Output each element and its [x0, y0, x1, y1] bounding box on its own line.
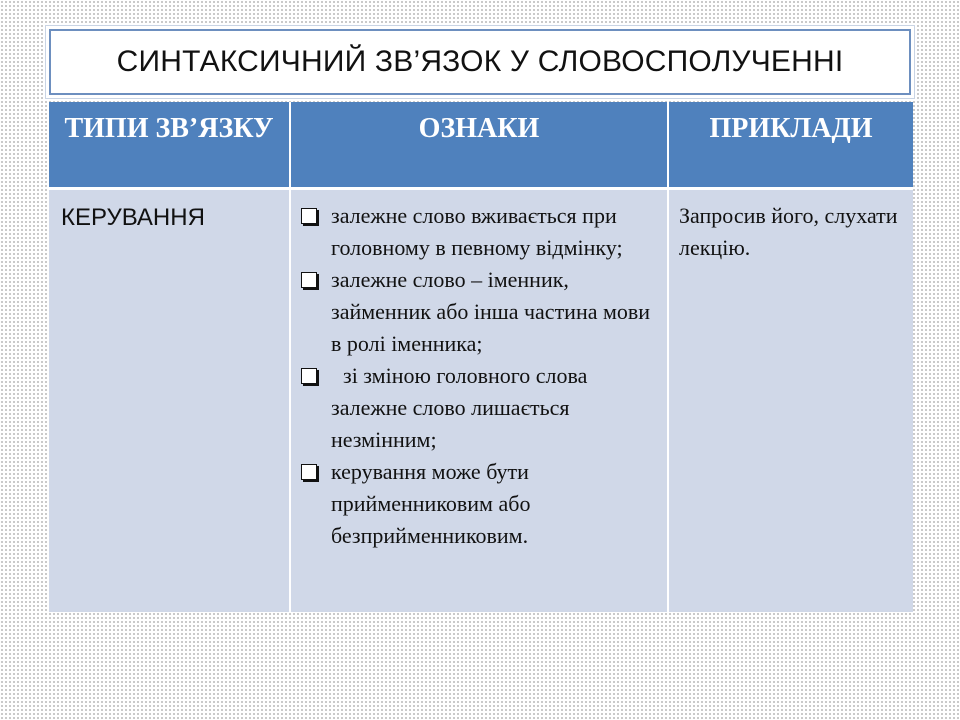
- feature-text: зі зміною головного слова залежне слово лишається незмінним;: [331, 362, 588, 452]
- feature-text: залежне слово – іменник, займенник або інша частина мови в ролі іменника;: [331, 266, 651, 356]
- syntax-table: [49, 102, 913, 612]
- checkbox-bullet-icon: [301, 368, 317, 384]
- list-item: [299, 200, 657, 264]
- feature-text: залежне слово вживається при головному в певному відмінку;: [331, 202, 623, 260]
- header-types: ТИПИ ЗВ’ЯЗКУ: [49, 102, 290, 188]
- header-examples: ПРИКЛАДИ: [668, 102, 913, 188]
- checkbox-bullet-icon: [301, 208, 317, 224]
- list-item: [299, 264, 657, 360]
- header-features: ОЗНАКИ: [290, 102, 668, 188]
- features-cell: [290, 188, 668, 612]
- header-row: [49, 102, 913, 188]
- feature-text: керування може бути прийменниковим або безприйменниковим.: [331, 458, 531, 548]
- checkbox-bullet-icon: [301, 464, 317, 480]
- table-row: [49, 188, 913, 612]
- checkbox-bullet-icon: [301, 272, 317, 288]
- example-cell: Запросив його, слухати лекцію.: [668, 188, 913, 612]
- features-list: [299, 200, 657, 552]
- type-cell: КЕРУВАННЯ: [49, 188, 290, 612]
- list-item: [299, 360, 657, 456]
- slide-title: СИНТАКСИЧНИЙ ЗВ’ЯЗОК У СЛОВОСПОЛУЧЕННІ: [49, 29, 911, 95]
- list-item: [299, 456, 657, 552]
